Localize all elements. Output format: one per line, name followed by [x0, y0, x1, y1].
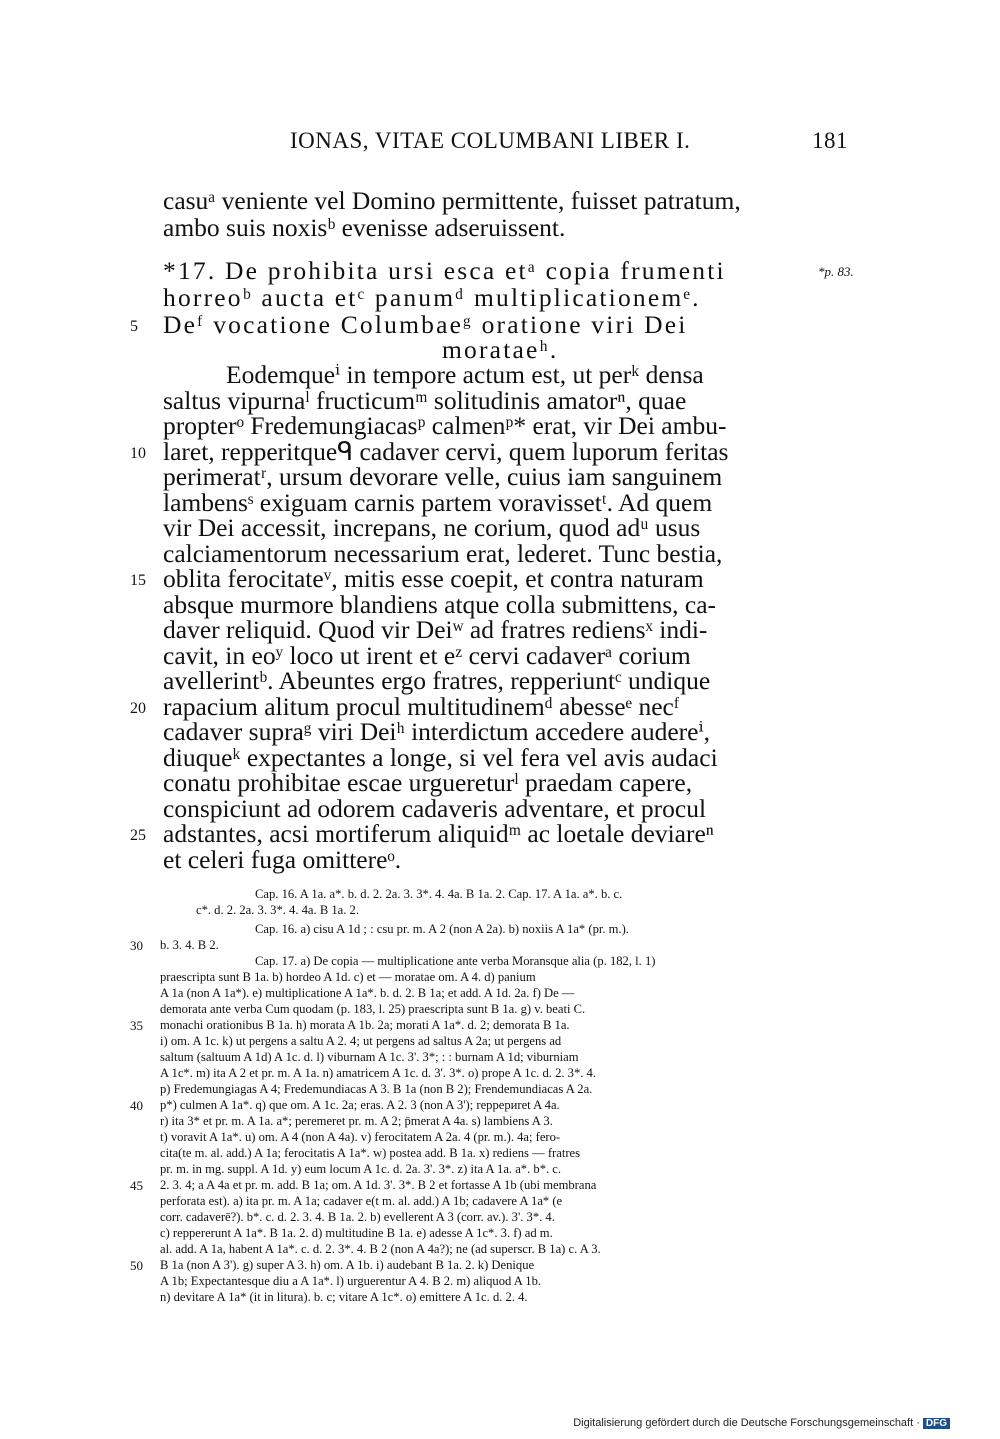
line-number: 25	[130, 827, 146, 844]
footnote-line: Cap. 16. A 1a. a*. b. d. 2. 2a. 3. 3*. 4. 4a. B 1a. 2. Cap. 17. A 1a. a*. b. c.	[255, 887, 623, 901]
footnote-line: p) Fredemungiagas A 4; Fredemundiacas A 3. B 1a (non B 2); Frendemundiacas A 2a.	[160, 1082, 593, 1096]
body-line: perimeratʳ, ursum devorare velle, cuius iam sanguinem	[163, 462, 723, 491]
body-line: conspiciunt ad odorem cadaveris adventare, et procul	[163, 794, 707, 823]
line-number: 50	[130, 1258, 143, 1273]
body-line: saltus vipurnaˡ fructicumᵐ solitudinis amatorⁿ, quae	[163, 386, 687, 415]
chapter-title-line: morataeʰ.	[442, 335, 559, 364]
chapter-title-line: Deᶠ vocatione Columbaeᵍ oratione viri Dei	[163, 310, 688, 339]
footnote-line: A 1c*. m) ita A 2 et pr. m. A 1a. n) amatricem A 1c. d. 3'. 3*. o) prope A 1c. d. 2. 3*. 4.	[160, 1066, 596, 1080]
footnote-line: n) devitare A 1a* (it in litura). b. c; vitare A 1c*. o) emittere A 1c. d. 2. 4.	[160, 1290, 528, 1304]
footnote-line: r) ita 3* et pr. m. A 1a. a*; peremeret pr. m. A 2; p̄merat A 4a. s) lambiens A 3.	[160, 1114, 553, 1128]
footnote-line: B 1a (non A 3'). g) super A 3. h) om. A 1b. i) audebant B 1a. 2. k) Denique	[160, 1258, 535, 1272]
footnote-line: Cap. 16. a) cisu A 1d ; : csu pr. m. A 2 (non A 2a). b) noxiis A 1a* (pr. m.).	[255, 922, 629, 936]
line-number: 20	[130, 700, 146, 717]
body-line: adstantes, acsi mortiferum aliquidᵐ ac loetale deviareⁿ	[163, 819, 714, 848]
running-header-title: IONAS, VITAE COLUMBANI LIBER I.	[290, 128, 691, 153]
footnote-line: A 1a (non A 1a*). e) multiplicatione A 1a*. b. d. 2. B 1a; et add. A 1d. 2a. f) De —	[160, 986, 575, 1000]
line-number: 40	[130, 1098, 143, 1113]
chapter-title-line: *17. De prohibita ursi esca etᵃ copia frumenti	[163, 256, 726, 285]
line-number: 45	[130, 1178, 143, 1193]
line-number: 10	[130, 445, 146, 462]
footnote-line: cita(te m. al. add.) A 1a; ferocitatis A 1a*. w) postea add. B 1a. x) rediens — fratres	[160, 1146, 581, 1160]
body-line: et celeri fuga omittereᵒ.	[163, 845, 402, 874]
footnote-line: i) om. A 1c. k) ut pergens a saltu A 2. 4; ut pergens ad saltus A 2a; ut pergens ad	[160, 1034, 562, 1048]
line-number: 5	[130, 318, 138, 335]
footnote-line: b. 3. 4. B 2.	[160, 938, 219, 952]
body-line: Eodemqueⁱ in tempore actum est, ut perᵏ densa	[226, 360, 704, 389]
footnote-line: 2. 3. 4; a A 4a et pr. m. add. B 1a; om. A 1d. 3'. 3*. B 2 et fortasse A 1b (ubi membrana	[160, 1178, 597, 1192]
footnote-line: Cap. 17. a) De copia — multiplicatione ante verba Moransque alia (p. 182, l. 1)	[255, 954, 656, 968]
body-line: cavit, in eoʸ loco ut irent et eᶻ cervi cadaverᵃ corium	[163, 641, 691, 670]
body-line: diuqueᵏ expectantes a longe, si vel fera vel avis audaci	[163, 743, 718, 772]
dfg-logo: DFG	[923, 1418, 950, 1429]
body-line: avellerintᵇ. Abeuntes ergo fratres, repperiuntᶜ undique	[163, 666, 711, 695]
body-line: rapacium alitum procul multitudinemᵈ abesseᵉ necᶠ	[163, 692, 680, 721]
footnote-line: c) reppererunt A 1a*. B 1a. 2. d) multitudine B 1a. e) adesse A 1c*. 3. f) ad m.	[160, 1226, 553, 1240]
body-line: laret, repperitqueᑫ cadaver cervi, quem luporum feritas	[163, 437, 729, 466]
body-line: calciamentorum necessarium erat, lederet. Tunc bestia,	[163, 539, 723, 568]
footnote-line: pr. m. in mg. suppl. A 1d. y) eum locum A 1c. d. 2a. 3'. 3*. z) ita A 1a. a*. b*. c.	[160, 1162, 562, 1176]
digitization-credit-text: Digitalisierung gefördert durch die Deutsche Forschungsgemeinschaft ·	[573, 1417, 920, 1429]
line-number: 35	[130, 1018, 143, 1033]
footnote-line: monachi orationibus B 1a. h) morata A 1b. 2a; morati A 1a*. d. 2; demorata B 1a.	[160, 1018, 570, 1032]
line-number: 15	[130, 572, 146, 589]
footnote-line: A 1b; Expectantesque diu a A 1a*. l) urguerentur A 4. B 2. m) aliquod A 1b.	[160, 1274, 542, 1288]
footnote-line: p*) culmen A 1a*. q) que om. A 1c. 2a; eras. A 2. 3 (non A 3'); reppериret A 4a.	[160, 1098, 560, 1112]
footnote-line: t) voravit A 1a*. u) om. A 4 (non A 4a). v) ferocitatem A 2a. 4 (pr. m.). 4a; fero-	[160, 1130, 561, 1144]
digitization-credit	[567, 1405, 950, 1429]
body-line: absque murmore blandiens atque colla submittens, ca-	[163, 590, 717, 619]
body-line: cadaver supraᵍ viri Deiʰ interdictum accedere audereⁱ,	[163, 717, 710, 746]
body-line: propterᵒ Fredemungiacasᵖ calmenᵖ* erat, vir Dei ambu-	[163, 411, 727, 440]
footnote-line: perforata est). a) ita pr. m. A 1a; cadaver e(t m. al. add.) A 1b; cadavere A 1a* (e	[160, 1194, 563, 1208]
chapter-title-line: horreoᵇ aucta etᶜ panumᵈ multiplicationemᵉ.	[163, 283, 701, 312]
page-number: 181	[812, 128, 848, 153]
footnote-line: c*. d. 2. 2a. 3. 3*. 4. 4a. B 1a. 2.	[196, 903, 359, 917]
body-line: casuᵃ veniente vel Domino permittente, fuisset patratum,	[163, 186, 741, 215]
body-line: daver reliquid. Quod vir Deiʷ ad fratres rediensˣ indi-	[163, 615, 708, 644]
body-line: oblita ferocitateᵛ, mitis esse coepit, et contra naturam	[163, 564, 704, 593]
footnote-line: praescripta sunt B 1a. b) hordeo A 1d. c) et — moratae om. A 4. d) panium	[160, 970, 536, 984]
footnote-line: al. add. A 1a, habent A 1a*. c. d. 2. 3*. 4. B 2 (non A 4a?); ne (ad superscr. B 1a) c. A 3.	[160, 1242, 601, 1256]
margin-page-ref: *p. 83.	[818, 264, 854, 279]
line-number: 30	[130, 938, 143, 953]
footnote-line: corr. cadaverē?). b*. c. d. 2. 3. 4. B 1a. 2. b) evellerent A 3 (corr. av.). 3'. 3*. 4.	[160, 1210, 555, 1224]
body-line: ambo suis noxisᵇ evenisse adseruissent.	[163, 213, 566, 242]
body-line: lambensˢ exiguam carnis partem voravissetᵗ. Ad quem	[163, 488, 713, 517]
footnote-line: demorata ante verba Cum quodam (p. 183, l. 25) praescripta sunt B 1a. g) v. beati C.	[160, 1002, 586, 1016]
footnote-line: saltum (saltuum A 1d) A 1c. d. l) viburnam A 1c. 3'. 3*; : : burnam A 1d; viburniam	[160, 1050, 579, 1064]
body-line: conatu prohibitae escae urguereturˡ praedam capere,	[163, 768, 693, 797]
body-line: vir Dei accessit, increpans, ne corium, quod adᵘ usus	[163, 513, 701, 542]
